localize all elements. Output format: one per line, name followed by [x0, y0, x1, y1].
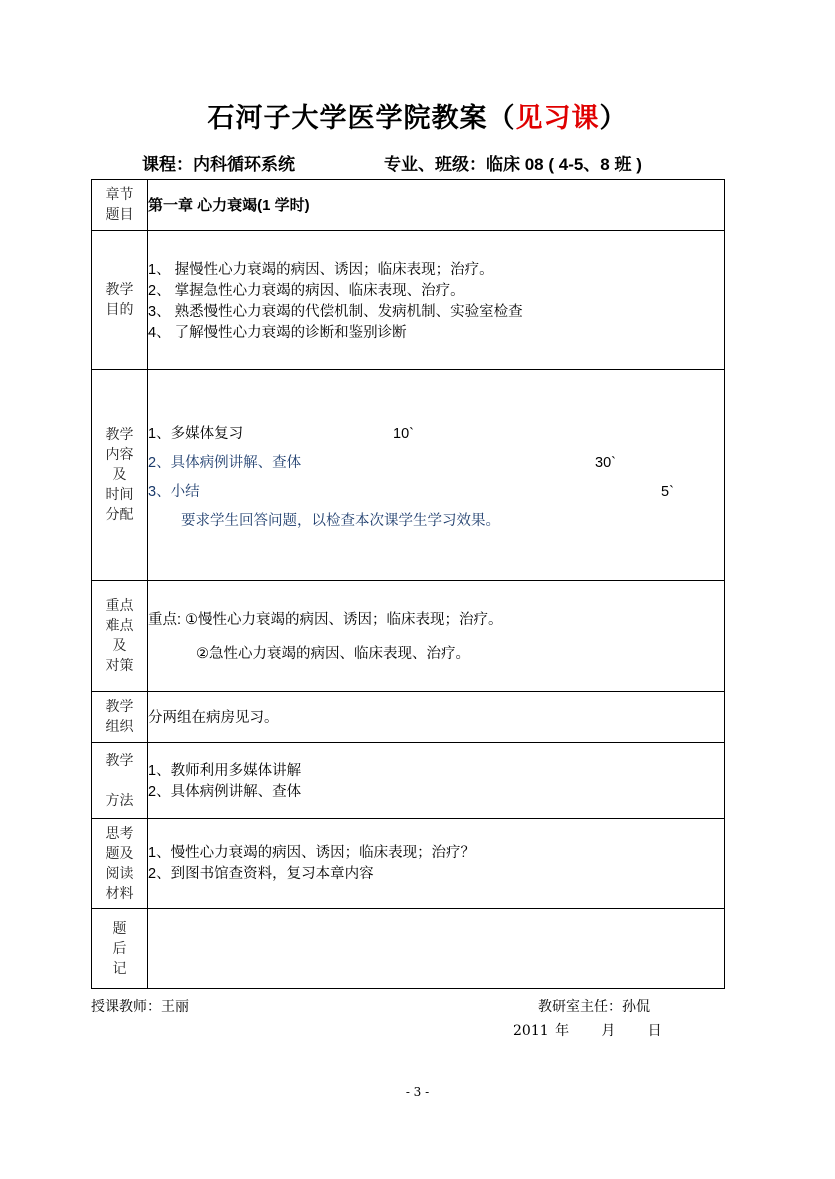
content-item	[148, 453, 724, 482]
label-content: 教学 内容 及 时间 分配	[92, 370, 148, 581]
goal-item: 2、 掌握急性心力衰竭的病因、临床表现、治疗。	[148, 282, 465, 299]
content-list	[148, 370, 725, 581]
teacher-signature: 授课教师：王丽	[91, 999, 189, 1015]
title-text: 石河子大学医学院教案（	[207, 103, 516, 133]
reading-list	[148, 819, 725, 909]
row-methods	[92, 743, 725, 819]
content-item	[148, 424, 724, 453]
course-name: 课程：内科循环系统	[142, 155, 295, 174]
row-content	[92, 370, 725, 581]
content-item-time: 30`	[595, 455, 616, 471]
keypoint-line: ②急性心力衰竭的病因、临床表现、治疗。	[196, 645, 470, 662]
lesson-plan-table	[91, 179, 725, 989]
label-keypoints: 重点 难点 及 对策	[92, 581, 148, 692]
content-item-text: 3、小结	[148, 484, 200, 500]
row-organization	[92, 692, 725, 743]
row-keypoints	[92, 581, 725, 692]
date-line: 2011 年 月 日	[513, 1023, 662, 1039]
methods-list	[148, 743, 725, 819]
method-item: 2、具体病例讲解、查体	[148, 783, 302, 800]
major-class: 专业、班级：临床 08 ( 4-5、8 班 )	[384, 155, 642, 174]
goal-item: 1、 握慢性心力衰竭的病因、诱因；临床表现；治疗。	[148, 261, 494, 278]
director-signature: 教研室主任：孙侃	[538, 999, 650, 1015]
chapter-title: 第一章 心力衰竭(1 学时)	[148, 180, 725, 231]
title-course-type: 见习课	[515, 103, 600, 133]
goal-item: 3、 熟悉慢性心力衰竭的代偿机制、发病机制、实验室检查	[148, 303, 523, 320]
page-number: - 3 -	[405, 1085, 430, 1099]
method-item: 1、教师利用多媒体讲解	[148, 762, 302, 779]
row-reading	[92, 819, 725, 909]
content-item-text: 2、具体病例讲解、查体	[148, 455, 302, 471]
content-item	[148, 482, 724, 511]
label-goals: 教学 目的	[92, 231, 148, 370]
label-organization: 教学 组织	[92, 692, 148, 743]
reading-item: 2、到图书馆查资料，复习本章内容	[148, 865, 374, 882]
label-methods: 教学 方法	[92, 743, 148, 819]
row-postscript	[92, 909, 725, 989]
goals-list	[148, 231, 725, 370]
content-item-time: 5`	[661, 484, 674, 500]
reading-item: 1、慢性心力衰竭的病因、诱因；临床表现；治疗？	[148, 844, 476, 861]
label-reading: 思考 题及 阅读 材料	[92, 819, 148, 909]
document-title	[0, 96, 835, 135]
content-note: 要求学生回答问题，以检查本次课学生学习效果。	[181, 513, 500, 529]
content-item-time: 10`	[393, 426, 414, 442]
row-chapter	[92, 180, 725, 231]
keypoints-block	[148, 581, 725, 692]
label-postscript: 题 后 记	[92, 909, 148, 989]
keypoint-line: 重点: ①慢性心力衰竭的病因、诱因；临床表现；治疗。	[148, 611, 503, 628]
postscript-content	[148, 909, 725, 989]
label-chapter: 章节 题目	[92, 180, 148, 231]
title-closing-bracket: ）	[599, 103, 628, 133]
content-item-text: 1、多媒体复习	[148, 426, 244, 442]
row-goals	[92, 231, 725, 370]
goal-item: 4、 了解慢性心力衰竭的诊断和鉴别诊断	[148, 324, 407, 341]
organization-text: 分两组在病房见习。	[148, 692, 725, 743]
